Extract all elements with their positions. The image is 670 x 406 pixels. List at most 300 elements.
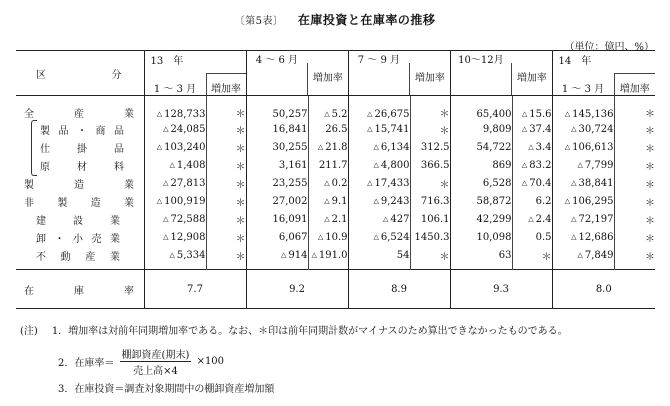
negative-mark: △ (169, 250, 175, 259)
negative-mark: △ (281, 250, 287, 259)
table-row (16, 120, 655, 138)
amount-value: 106,295 (572, 195, 614, 207)
amount-cell (144, 96, 206, 121)
row-label-char: 製 (24, 179, 34, 191)
amount-cell (552, 120, 614, 138)
rate-cell (410, 96, 450, 121)
amount-value: 16,091 (272, 213, 308, 225)
rate-value: ＊ (235, 215, 246, 227)
rate-cell (308, 96, 348, 121)
rate-cell (410, 138, 450, 156)
row-label-char: ・ (54, 233, 65, 245)
table-row (16, 210, 655, 228)
row-label-char: 業 (124, 179, 134, 191)
amount-value: 15,741 (374, 123, 410, 135)
row-label-char: 動 (60, 251, 71, 263)
amount-value: 23,255 (272, 177, 308, 189)
amount-value: 3,161 (278, 159, 308, 171)
negative-mark: △ (571, 214, 577, 223)
amount-cell (144, 174, 206, 192)
negative-mark: △ (163, 232, 169, 241)
rate-cell (512, 246, 552, 264)
negative-mark: △ (571, 178, 577, 187)
rate-value: ＊ (235, 161, 246, 173)
row-label-char: 品 (114, 125, 124, 137)
rate-value: ＊ (645, 233, 656, 245)
rate-cell (206, 246, 246, 264)
amount-value: 128,733 (164, 109, 206, 120)
negative-mark: △ (373, 160, 379, 169)
negative-mark: △ (324, 178, 330, 187)
rate-cell (410, 156, 450, 174)
row-label-char: 造 (74, 179, 84, 191)
negative-mark: △ (156, 196, 163, 205)
note-2: 2．在庫率＝ $\frac{\text{棚卸資産(期末)}}{\text{売上高×4}}$ ×100 (58, 346, 224, 377)
row-label-char: 原 (40, 161, 50, 173)
row-label (16, 192, 144, 210)
inventory-ratio-value: 8.0 (552, 270, 655, 309)
negative-mark: △ (571, 124, 577, 133)
negative-mark: △ (324, 196, 330, 205)
rate-value: ＊ (235, 233, 246, 245)
rate-cell (206, 228, 246, 246)
rate-cell (614, 210, 655, 228)
rate-value: ＊ (645, 109, 656, 120)
rate-cell (206, 138, 246, 156)
row-label-char: 小 (73, 233, 83, 245)
rate-value: ＊ (235, 179, 246, 191)
amount-value: 17,433 (374, 177, 410, 189)
negative-mark: △ (528, 214, 534, 223)
row-label-char: 料 (114, 161, 124, 173)
row-label-char: 業 (110, 215, 120, 227)
inventory-ratio-value: 9.3 (450, 270, 552, 309)
amount-cell (348, 246, 410, 264)
amount-value: 27,813 (170, 177, 206, 189)
rate-cell (512, 120, 552, 138)
period-header-0-year: 13 年 (144, 51, 246, 74)
amount-cell (246, 210, 308, 228)
rate-value: 9.1 (331, 195, 348, 207)
note-1: (注) 1．増加率は対前年同期増加率である。なお、＊印は前年同期計数がマイナスのため算出できなかったものである。 (20, 326, 568, 337)
rate-cell (206, 210, 246, 228)
negative-mark: △ (564, 196, 571, 205)
inventory-ratio-value: 8.9 (348, 270, 450, 309)
rate-value: 15.6 (529, 109, 552, 120)
rate-value: ＊ (645, 179, 656, 191)
rate-cell (614, 228, 655, 246)
amount-value: 145,136 (572, 109, 614, 120)
amount-value: 30,255 (272, 141, 308, 153)
amount-cell (552, 246, 614, 264)
rate-cell (614, 120, 655, 138)
row-label-char: 業 (110, 233, 120, 245)
rate-value: ＊ (439, 251, 450, 263)
amount-value: 10,098 (476, 231, 512, 243)
rate-value: ＊ (439, 109, 450, 120)
rate-cell (512, 210, 552, 228)
amount-cell (348, 210, 410, 228)
table-row (16, 96, 655, 121)
amount-value: 26,675 (374, 109, 410, 120)
amount-cell (450, 246, 512, 264)
amount-value: 72,197 (578, 213, 614, 225)
amount-cell (552, 174, 614, 192)
rate-value: 716.3 (420, 195, 450, 207)
row-label-char: 建 (36, 215, 46, 227)
rate-cell (308, 192, 348, 210)
amount-cell (450, 138, 512, 156)
row-label-char: 率 (124, 285, 134, 297)
rate-value: ＊ (645, 251, 656, 263)
unit-label: （単位：億円、%） (564, 42, 654, 53)
table-title-text: 在庫投資と在庫率の推移 (297, 13, 436, 27)
amount-value: 42,299 (476, 213, 512, 225)
period-header-1: 4 ～ 6 月 増加率 (246, 51, 348, 96)
rate-value: ＊ (439, 179, 450, 191)
amount-cell (552, 192, 614, 210)
negative-mark: △ (564, 142, 571, 151)
negative-mark: △ (367, 178, 373, 187)
table-row (16, 138, 655, 156)
rate-value: ＊ (645, 143, 656, 155)
amount-value: 914 (288, 249, 308, 261)
amount-value: 427 (390, 213, 410, 225)
row-label (16, 210, 144, 228)
row-label-char: 卸 (36, 233, 46, 245)
rate-header-0: 増加率 (206, 74, 246, 96)
negative-mark: △ (163, 214, 169, 223)
rate-cell (614, 138, 655, 156)
rate-value: 21.8 (325, 141, 348, 153)
amount-cell (144, 210, 206, 228)
rate-value: ＊ (235, 143, 246, 155)
rate-value: ＊ (645, 125, 656, 137)
amount-cell (348, 228, 410, 246)
rate-cell (410, 120, 450, 138)
row-label-char: 業 (123, 197, 134, 209)
amount-cell (348, 138, 410, 156)
row-label-char: ・ (77, 125, 87, 137)
amount-cell (246, 156, 308, 174)
inventory-ratio-value: 9.2 (246, 270, 348, 309)
row-label (16, 174, 144, 192)
inventory-table (16, 50, 655, 309)
amount-cell (552, 210, 614, 228)
row-label-char: 掛 (77, 143, 87, 155)
amount-cell (348, 156, 410, 174)
amount-value: 12,908 (170, 231, 206, 243)
amount-cell (552, 228, 614, 246)
rate-cell (206, 174, 246, 192)
row-label-char: 設 (73, 215, 83, 227)
amount-cell (246, 228, 308, 246)
negative-mark: △ (169, 160, 175, 169)
amount-cell (450, 192, 512, 210)
rate-cell (206, 120, 246, 138)
table-row (16, 174, 655, 192)
amount-cell (552, 156, 614, 174)
rate-value: 106.1 (420, 213, 450, 225)
note-3: 3．在庫投資＝調査対象期間中の棚卸資産増加額 (58, 384, 275, 395)
rate-value: 83.2 (529, 159, 552, 171)
negative-mark: △ (383, 214, 389, 223)
amount-value: 72,588 (170, 213, 206, 225)
amount-cell (450, 210, 512, 228)
product-bracket (31, 120, 37, 176)
ratio-fraction: $\frac{\text{棚卸資産(期末)}}{\text{売上高×4}}$ (120, 346, 192, 377)
rate-cell (308, 228, 348, 246)
row-label-char: 品 (114, 143, 124, 155)
amount-cell (144, 246, 206, 264)
negative-mark: △ (373, 142, 379, 151)
negative-mark: △ (311, 250, 317, 259)
amount-value: 6,528 (482, 177, 512, 189)
inventory-ratio-row (16, 270, 655, 309)
table-row (16, 228, 655, 246)
rate-value: 37.4 (529, 123, 552, 135)
amount-cell (144, 138, 206, 156)
amount-cell (246, 174, 308, 192)
amount-value: 6,524 (380, 231, 410, 243)
amount-cell (144, 192, 206, 210)
negative-mark: △ (163, 178, 169, 187)
amount-value: 54,722 (476, 141, 512, 153)
rate-header-4: 増加率 (614, 74, 655, 96)
row-label (16, 96, 144, 121)
rate-value: 0.5 (535, 231, 552, 243)
category-header (16, 51, 144, 96)
rate-value: 191.0 (318, 249, 348, 261)
row-label-char: 業 (124, 109, 134, 120)
amount-cell (246, 96, 308, 121)
rate-value: ＊ (235, 109, 246, 120)
amount-cell (144, 228, 206, 246)
amount-value: 9,809 (482, 123, 512, 135)
row-label (16, 246, 144, 264)
row-label-char: 産 (85, 251, 96, 263)
amount-cell (450, 228, 512, 246)
amount-value: 16,841 (272, 123, 308, 135)
amount-cell (348, 120, 410, 138)
row-label-char: 庫 (74, 285, 84, 297)
rate-cell (614, 174, 655, 192)
amount-value: 6,134 (380, 141, 410, 153)
amount-cell (246, 138, 308, 156)
amount-value: 7,799 (584, 159, 614, 171)
rate-cell (614, 192, 655, 210)
rate-value: 0.2 (331, 177, 348, 189)
row-label (16, 228, 144, 246)
amount-value: 869 (492, 159, 512, 171)
row-label-char: 製 (57, 197, 68, 209)
amount-cell (348, 174, 410, 192)
amount-value: 65,400 (476, 109, 512, 120)
amount-value: 12,686 (578, 231, 614, 243)
category-header-char: 区 (36, 69, 46, 81)
rate-cell (308, 156, 348, 174)
rate-cell (512, 192, 552, 210)
negative-mark: △ (324, 110, 330, 118)
header-row (16, 51, 655, 74)
table-number: 〔第5表〕 (234, 16, 284, 27)
amount-value: 24,085 (170, 123, 206, 135)
period-header-4-label: 1 ～ 3 月 (552, 74, 614, 96)
row-label-char: 商 (95, 125, 106, 137)
rate-cell (410, 174, 450, 192)
period-header-3: 10～12月 増加率 (450, 51, 552, 96)
amount-cell (552, 138, 614, 156)
rate-cell (308, 210, 348, 228)
row-label-char: 仕 (40, 143, 50, 155)
amount-cell (246, 246, 308, 264)
rate-value: 6.2 (535, 195, 552, 207)
amount-value: 63 (498, 249, 512, 261)
rate-value: 1450.3 (414, 231, 450, 243)
row-label-char: 非 (24, 197, 34, 209)
row-label-char: 製 (40, 125, 50, 137)
rate-cell (308, 246, 348, 264)
inventory-ratio-value: 7.7 (144, 270, 246, 309)
rate-cell (614, 156, 655, 174)
negative-mark: △ (367, 124, 373, 133)
negative-mark: △ (156, 110, 163, 118)
row-label-char: 品 (58, 125, 69, 137)
negative-mark: △ (521, 178, 528, 187)
rate-value: ＊ (541, 251, 552, 263)
rate-cell (614, 246, 655, 264)
rate-value: 5.2 (331, 109, 348, 120)
rate-cell (512, 174, 552, 192)
rate-value: 366.5 (420, 159, 450, 171)
row-label-char: 材 (77, 161, 87, 173)
amount-value: 4,800 (380, 159, 410, 171)
rate-cell (308, 138, 348, 156)
amount-value: 100,919 (164, 195, 206, 207)
period-header-2: 7 ～ 9 月 増加率 (348, 51, 450, 96)
rate-cell (512, 228, 552, 246)
rate-cell (206, 156, 246, 174)
table-row (16, 192, 655, 210)
amount-cell (144, 120, 206, 138)
rate-cell (410, 246, 450, 264)
period-header-0-label: 1 ～ 3 月 (144, 74, 206, 96)
row-label-char: 造 (90, 197, 101, 209)
amount-cell (348, 192, 410, 210)
rate-value: 10.9 (325, 231, 348, 243)
rate-cell (410, 228, 450, 246)
rate-cell (308, 174, 348, 192)
row-label (16, 270, 144, 309)
table-row (16, 156, 655, 174)
negative-mark: △ (163, 124, 169, 133)
amount-cell (246, 192, 308, 210)
rate-cell (308, 120, 348, 138)
category-header-char: 分 (111, 69, 122, 81)
period-header-4-year: 14 年 (552, 51, 655, 74)
negative-mark: △ (571, 232, 577, 241)
negative-mark: △ (373, 232, 379, 241)
rate-value: ＊ (235, 251, 246, 263)
negative-mark: △ (324, 214, 330, 223)
row-label-char: 産 (74, 109, 84, 120)
negative-mark: △ (373, 196, 379, 205)
rate-cell (410, 210, 450, 228)
negative-mark: △ (521, 110, 528, 118)
amount-value: 30,724 (578, 123, 614, 135)
negative-mark: △ (521, 124, 528, 133)
amount-value: 103,240 (164, 141, 206, 153)
amount-value: 38,841 (578, 177, 614, 189)
rate-value: ＊ (235, 197, 246, 209)
negative-mark: △ (317, 232, 324, 241)
negative-mark: △ (577, 160, 583, 169)
rate-value: 2.1 (331, 213, 348, 225)
amount-cell (552, 96, 614, 121)
rate-cell (206, 192, 246, 210)
amount-cell (144, 156, 206, 174)
rate-value: ＊ (235, 125, 246, 137)
table-title (0, 11, 670, 28)
row-label-char: 業 (109, 251, 120, 263)
negative-mark: △ (528, 142, 534, 151)
amount-value: 106,613 (572, 141, 614, 153)
amount-cell (450, 96, 512, 121)
row-label-char: 売 (91, 233, 102, 245)
rate-value: ＊ (645, 197, 656, 209)
amount-cell (450, 156, 512, 174)
rate-cell (512, 138, 552, 156)
rate-value: 211.7 (318, 159, 348, 171)
rate-value: 312.5 (420, 141, 450, 153)
amount-value: 9,243 (380, 195, 410, 207)
negative-mark: △ (577, 250, 583, 259)
rate-value: ＊ (645, 215, 656, 227)
amount-cell (246, 120, 308, 138)
row-label-char: 在 (24, 285, 34, 297)
rate-value: 3.4 (535, 141, 552, 153)
amount-value: 58,872 (476, 195, 512, 207)
amount-value: 6,067 (278, 231, 308, 243)
rate-cell (512, 156, 552, 174)
rate-cell (410, 192, 450, 210)
table-row (16, 246, 655, 264)
amount-cell (348, 96, 410, 121)
amount-value: 50,257 (272, 109, 308, 120)
rate-cell (206, 96, 246, 121)
row-label-char: 全 (24, 109, 34, 120)
amount-value: 54 (396, 249, 410, 261)
rate-value: ＊ (645, 161, 656, 173)
rate-cell (614, 96, 655, 121)
amount-cell (450, 174, 512, 192)
amount-value: 27,002 (272, 195, 308, 207)
rate-value: ＊ (439, 125, 450, 137)
rate-cell (512, 96, 552, 121)
negative-mark: △ (156, 142, 163, 151)
negative-mark: △ (521, 160, 528, 169)
negative-mark: △ (564, 110, 571, 118)
amount-cell (450, 120, 512, 138)
negative-mark: △ (367, 110, 373, 118)
amount-value: 5,334 (176, 249, 206, 261)
amount-value: 1,408 (176, 159, 206, 171)
rate-value: 70.4 (529, 177, 552, 189)
row-label-char: 不 (36, 251, 46, 263)
amount-value: 7,849 (584, 249, 614, 261)
rate-value: 2.4 (535, 213, 552, 225)
rate-value: 26.5 (325, 123, 348, 135)
